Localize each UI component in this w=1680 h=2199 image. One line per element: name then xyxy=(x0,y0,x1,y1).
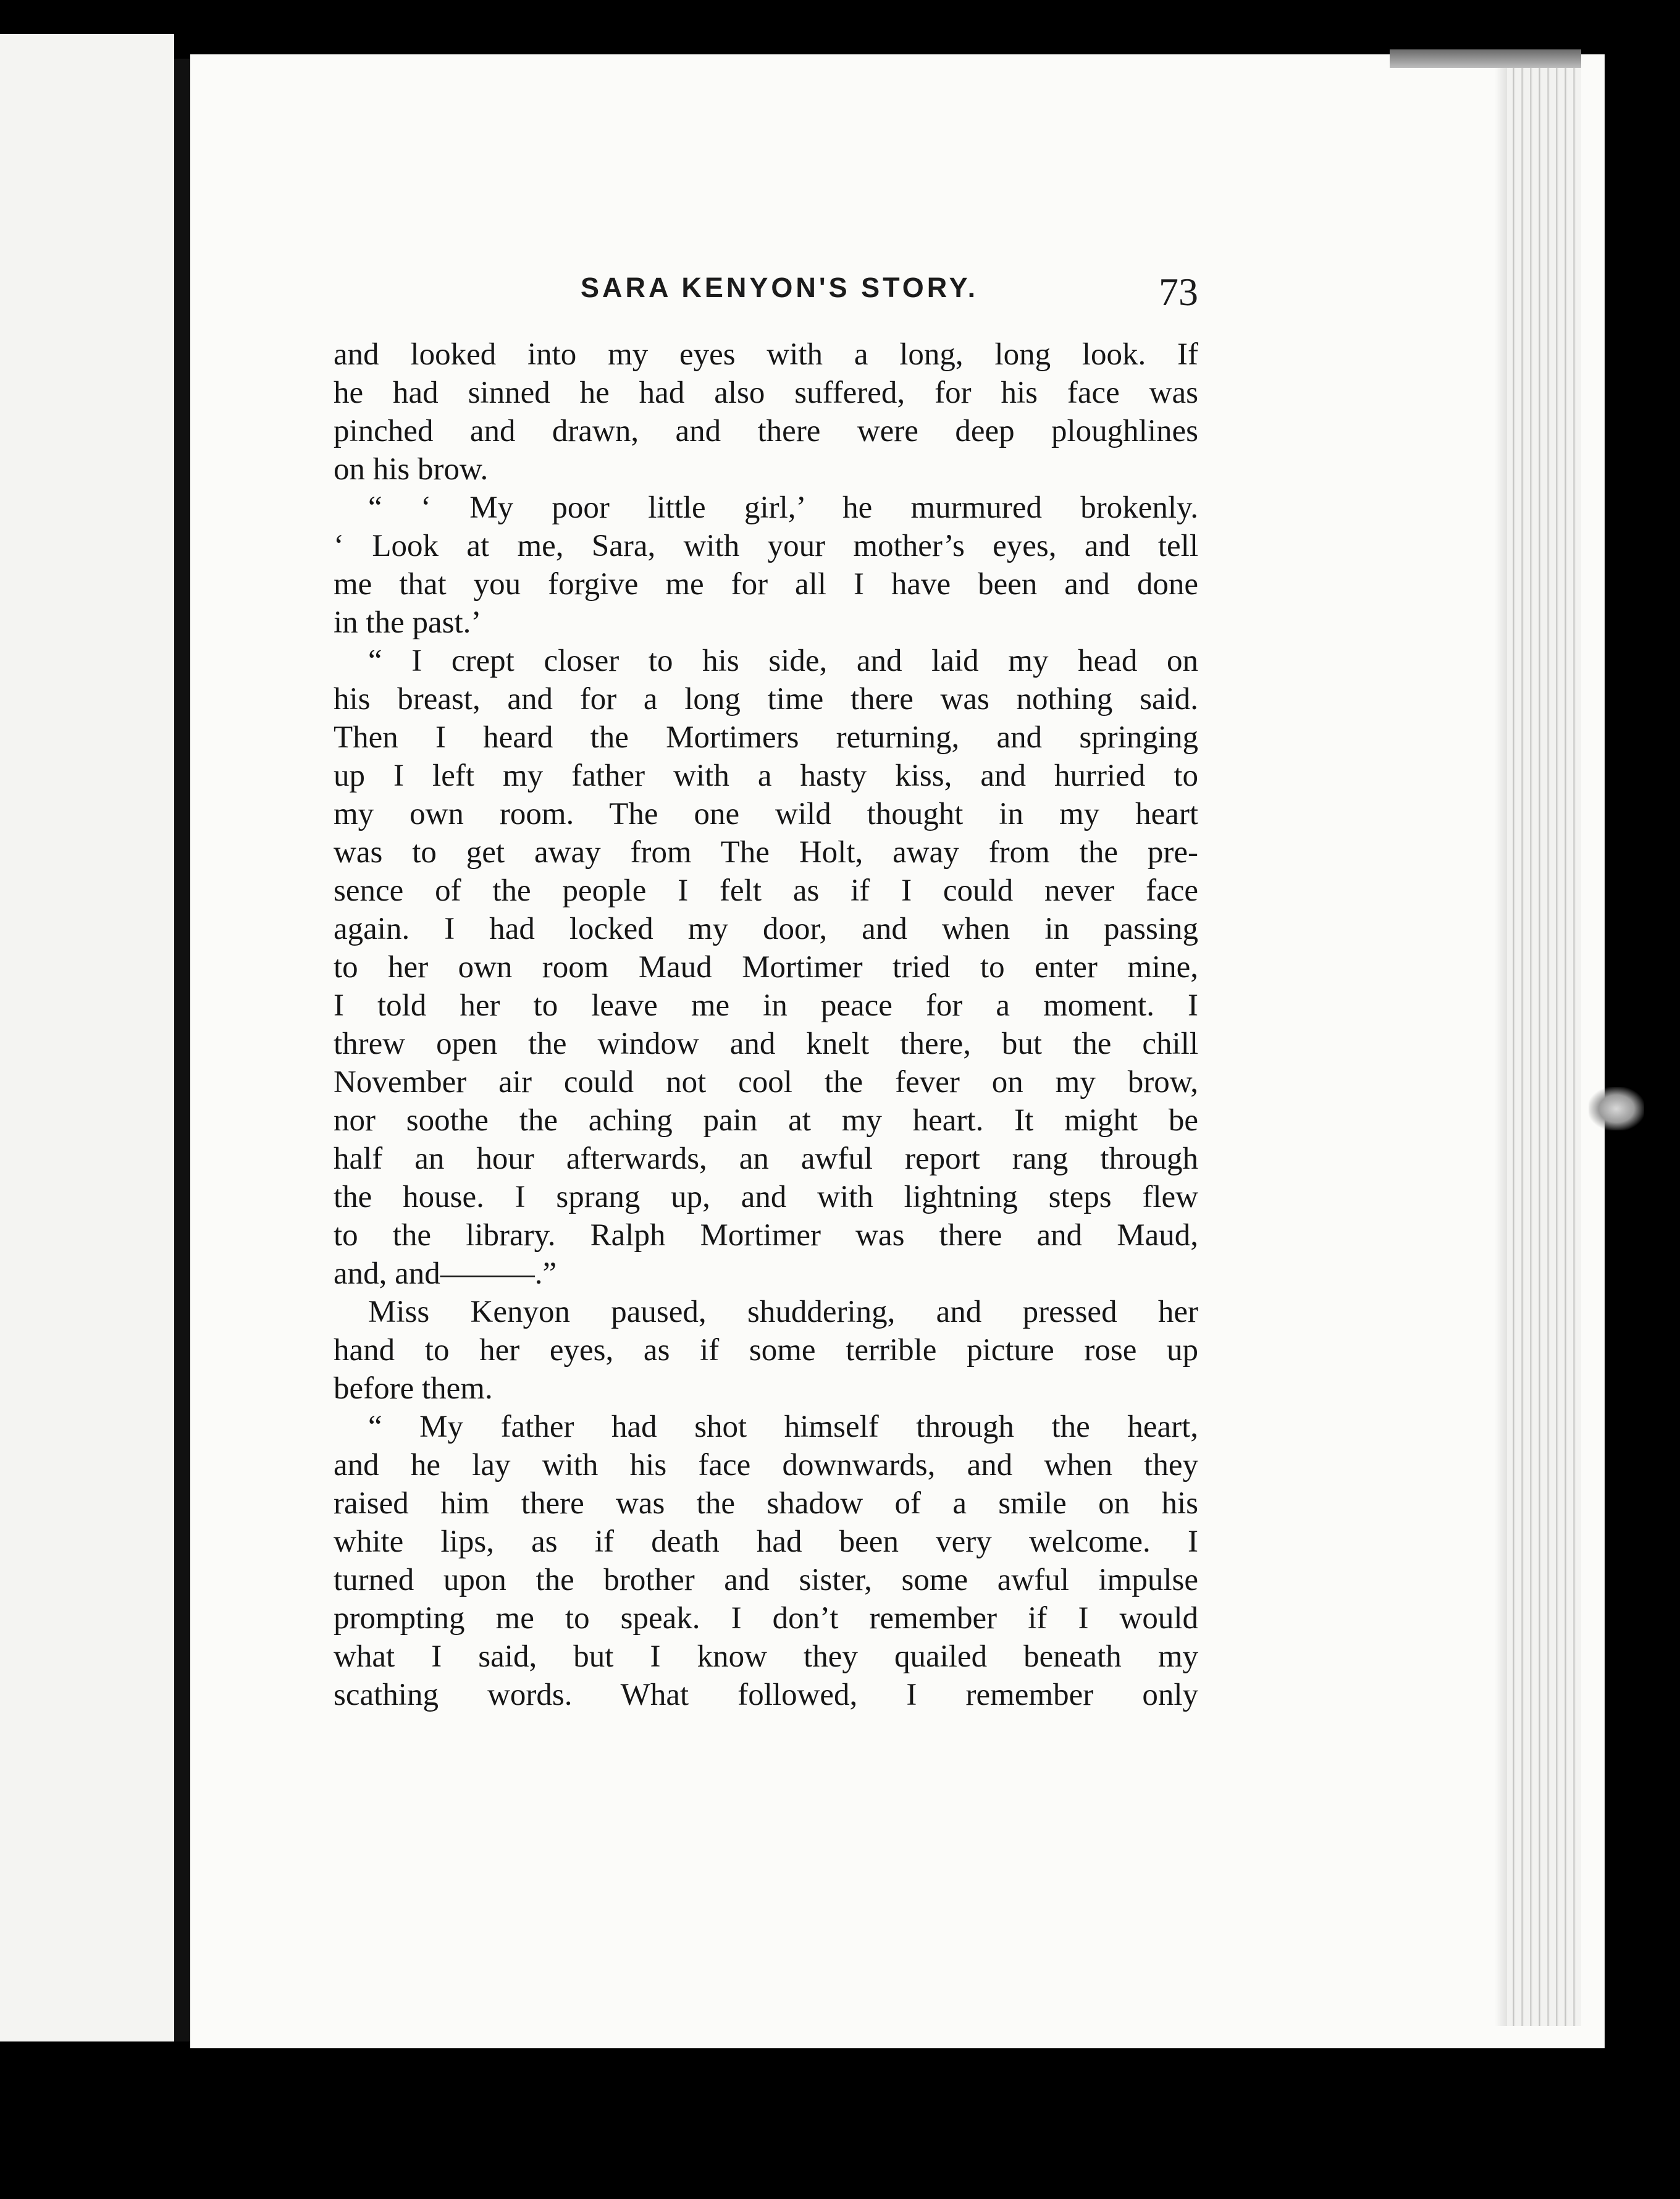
text-line: before them. xyxy=(334,1371,493,1406)
text-line: November air could not cool the fever on my brow, xyxy=(334,1065,1198,1100)
text-line: and, and———.” xyxy=(334,1256,557,1291)
text-line: was to get away from The Holt, away from the pre- xyxy=(334,835,1198,870)
body-text xyxy=(334,335,1198,1714)
text-line: prompting me to speak. I don’t remember if I would xyxy=(334,1601,1198,1636)
text-line: white lips, as if death had been very welcome. I xyxy=(334,1524,1198,1559)
text-line: I told her to leave me in peace for a moment. I xyxy=(334,988,1198,1023)
text-line: to her own room Maud Mortimer tried to enter mine, xyxy=(334,950,1198,985)
text-line: pinched and drawn, and there were deep ploughlines xyxy=(334,414,1198,448)
text-line: in the past.’ xyxy=(334,605,482,640)
text-line: Miss Kenyon paused, shuddering, and pressed her xyxy=(368,1295,1198,1329)
text-line: what I said, but I know they quailed beneath my xyxy=(334,1639,1198,1674)
text-line: my own room. The one wild thought in my heart xyxy=(334,797,1198,831)
text-line: me that you forgive me for all I have been and done xyxy=(334,567,1198,602)
page-header xyxy=(334,272,1198,315)
text-line: “ I crept closer to his side, and laid my head on xyxy=(368,644,1198,678)
text-line: and he lay with his face downwards, and when they xyxy=(334,1448,1198,1482)
text-line: nor soothe the aching pain at my heart. It might be xyxy=(334,1103,1198,1138)
text-line: ‘ Look at me, Sara, with your mother’s eyes, and tell xyxy=(334,529,1198,563)
page-number: 73 xyxy=(1159,270,1198,314)
text-line: and looked into my eyes with a long, long look. If xyxy=(334,337,1198,372)
paper-stain xyxy=(1589,1087,1644,1130)
text-line: sence of the people I felt as if I could never face xyxy=(334,873,1198,908)
text-line: scathing words. What followed, I remember only xyxy=(334,1678,1198,1712)
text-line: turned upon the brother and sister, some awful impulse xyxy=(334,1563,1198,1597)
text-line: hand to her eyes, as if some terrible picture rose up xyxy=(334,1333,1198,1368)
text-line: his breast, and for a long time there was nothing said. xyxy=(334,682,1198,717)
text-line: “ ‘ My poor little girl,’ he murmured brokenly. xyxy=(368,490,1198,525)
facing-page-edge xyxy=(0,34,174,2041)
text-line: half an hour afterwards, an awful report rang through xyxy=(334,1142,1198,1176)
running-head: SARA KENYON'S STORY. xyxy=(581,272,979,303)
text-line: up I left my father with a hasty kiss, and hurried to xyxy=(334,759,1198,793)
text-line: again. I had locked my door, and when in passing xyxy=(334,912,1198,946)
text-line: he had sinned he had also suffered, for his face was xyxy=(334,376,1198,410)
text-line: to the library. Ralph Mortimer was there and Maud, xyxy=(334,1218,1198,1253)
text-line: on his brow. xyxy=(334,452,489,487)
cover-edge xyxy=(1390,49,1581,68)
text-line: “ My father had shot himself through the heart, xyxy=(368,1410,1198,1444)
page-stack-edges xyxy=(1507,49,1581,2026)
text-line: the house. I sprang up, and with lightning steps flew xyxy=(334,1180,1198,1214)
text-line: threw open the window and knelt there, but the chill xyxy=(334,1027,1198,1061)
text-line: Then I heard the Mortimers returning, and springing xyxy=(334,720,1198,755)
text-line: raised him there was the shadow of a smile on his xyxy=(334,1486,1198,1521)
